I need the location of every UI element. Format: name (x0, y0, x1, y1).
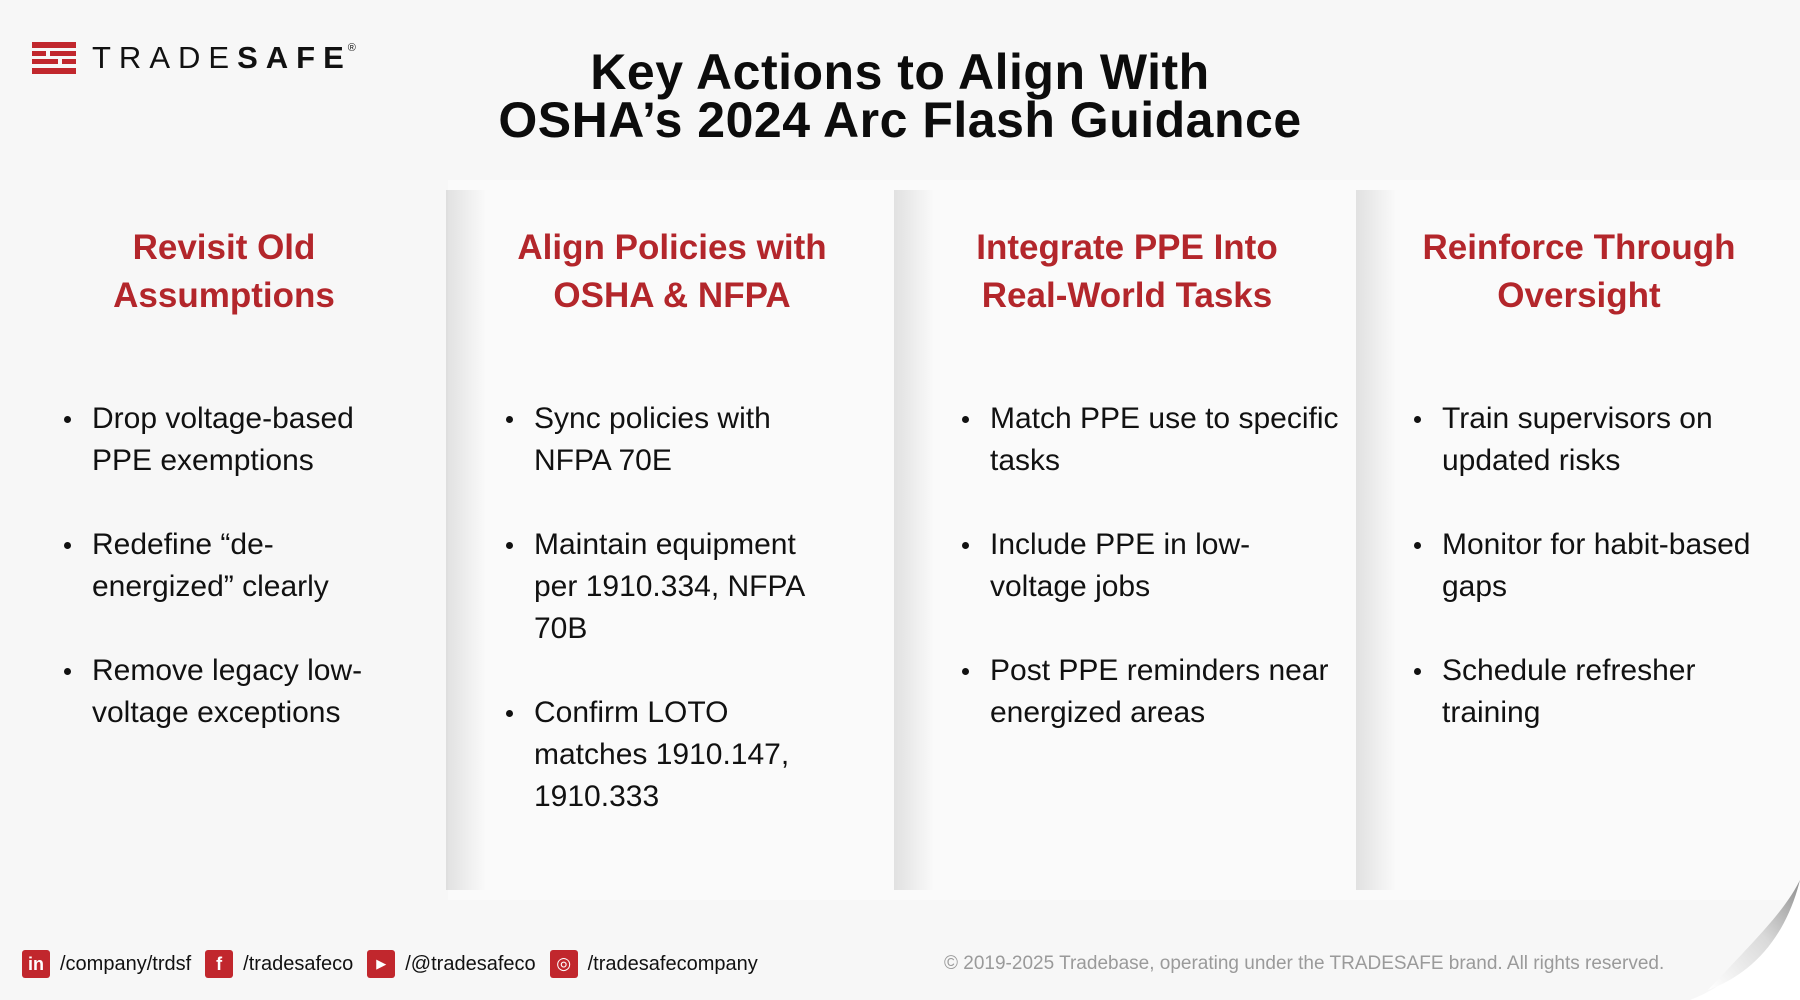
bullet-item: Sync policies with NFPA 70E (506, 398, 846, 482)
registered-mark: ® (347, 42, 364, 54)
column-heading (448, 224, 896, 320)
column-heading-line: Real-World Tasks (981, 276, 1273, 315)
column-reinforce-oversight (1358, 180, 1800, 900)
facebook-handle: /tradesafeco (243, 952, 354, 975)
bullet-item: Match PPE use to specific tasks (962, 398, 1342, 482)
column-heading-line: Assumptions (113, 276, 335, 315)
copyright-notice: © 2019-2025 Tradebase, operating under the TRADESAFE brand. All rights reserved. (944, 953, 1665, 974)
title-line-2: OSHA’s 2024 Arc Flash Guidance (498, 92, 1302, 148)
instagram-handle: /tradesafecompany (587, 952, 758, 975)
column-revisit-assumptions (0, 180, 448, 900)
linkedin-link[interactable] (22, 950, 191, 978)
bullet-item: Redefine “de-energized” clearly (64, 524, 404, 608)
tradesafe-logo-mark-icon (32, 42, 76, 74)
bullet-item: Maintain equipment per 1910.334, NFPA 70B (506, 524, 846, 650)
column-heading-line: Integrate PPE Into (976, 228, 1278, 267)
bullet-item: Drop voltage-based PPE exemptions (64, 398, 404, 482)
bullet-item: Remove legacy low-voltage exceptions (64, 650, 404, 734)
social-links (22, 950, 772, 978)
bullet-list (506, 398, 846, 860)
action-columns (0, 180, 1800, 900)
bullet-item: Train supervisors on updated risks (1414, 398, 1784, 482)
column-heading-line: Revisit Old (132, 228, 316, 267)
youtube-handle: /@tradesafeco (405, 952, 536, 975)
column-heading (1358, 224, 1800, 320)
linkedin-icon: in (22, 950, 50, 978)
bullet-item: Monitor for habit-based gaps (1414, 524, 1784, 608)
column-heading-line: Align Policies with (517, 228, 827, 267)
bullet-list (1414, 398, 1784, 776)
tradesafe-logo (32, 40, 364, 76)
bullet-item: Post PPE reminders near energized areas (962, 650, 1342, 734)
logo-wordmark (92, 40, 364, 76)
page-title (400, 44, 1400, 148)
column-integrate-ppe (896, 180, 1358, 900)
instagram-link[interactable] (550, 950, 758, 978)
facebook-link[interactable] (205, 950, 353, 978)
bullet-item: Confirm LOTO matches 1910.147, 1910.333 (506, 692, 846, 818)
column-heading (896, 224, 1358, 320)
linkedin-handle: /company/trdsf (60, 952, 192, 975)
column-heading-line: OSHA & NFPA (553, 276, 791, 315)
logo-word-light: TRADE (92, 40, 238, 75)
column-heading-line: Oversight (1497, 276, 1661, 315)
instagram-icon: ◎ (550, 950, 578, 978)
bullet-item: Schedule refresher training (1414, 650, 1784, 734)
youtube-icon: ▶ (367, 950, 395, 978)
column-align-policies (448, 180, 896, 900)
youtube-link[interactable] (367, 950, 535, 978)
bullet-item: Include PPE in low-voltage jobs (962, 524, 1342, 608)
bullet-list (962, 398, 1342, 776)
bullet-list (64, 398, 404, 776)
page-curl-decoration (1690, 880, 1800, 1000)
logo-word-bold: SAFE (237, 40, 352, 75)
facebook-icon: f (205, 950, 233, 978)
title-line-1: Key Actions to Align With (590, 44, 1210, 100)
column-heading (0, 224, 448, 320)
column-heading-line: Reinforce Through (1422, 228, 1736, 267)
